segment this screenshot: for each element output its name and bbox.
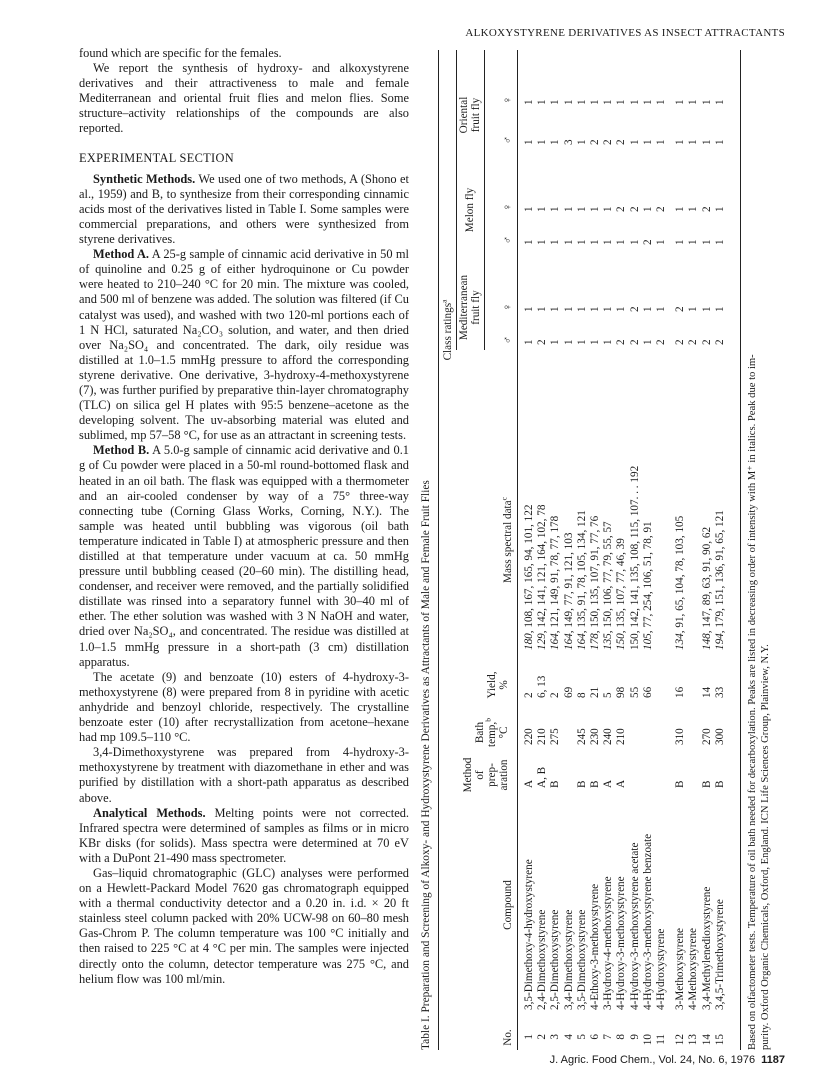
- header-med: Mediterranean fruit fly: [458, 274, 482, 341]
- paragraph-intro: We report the synthesis of hydroxy- and alkoxystyrene derivatives and their attractiveness to male and female Mediterranean and oriental fruit flies and melon flies. Some structure–activity relationships of the compounds are also reported.: [79, 61, 409, 136]
- row-melon-male: 1: [523, 239, 535, 245]
- table-rule-species: [484, 50, 485, 350]
- row-yield: 21: [589, 686, 601, 698]
- header-yield: Yield, %: [486, 671, 510, 699]
- row-melon-female: 1: [523, 206, 535, 212]
- mass-molecular-ion: 150: [615, 633, 628, 650]
- row-med-male: 2: [655, 339, 667, 345]
- row-oriental-female: 1: [655, 99, 667, 105]
- mass-molecular-ion: 135: [602, 633, 615, 650]
- mass-molecular-ion: 105: [641, 633, 654, 650]
- row-oriental-female: 1: [615, 99, 628, 105]
- row-compound: 3,5-Dimethoxystyrene: [575, 909, 588, 1010]
- row-oriental-male: 2: [589, 139, 601, 145]
- synthetic-text: We used one of two methods, A (Shono et al., 1959) and B, to synthesize from their corresponding cinnamic acids most of the derivatives listed in Table I. Some samples were commercial preparations, and others were synthesized from styrene derivatives.: [79, 171, 409, 247]
- row-mass-spectral: [642, 521, 654, 650]
- mass-peaks: , 91, 65, 104, 78, 103, 105: [674, 515, 687, 634]
- row-oriental-female: 1: [674, 99, 687, 105]
- row-melon-male: 2: [641, 239, 654, 245]
- paragraph-continuation: found which are specific for the females.: [79, 46, 282, 60]
- row-mass-spectral: [589, 516, 601, 650]
- mass-molecular-ion: 194: [713, 633, 726, 650]
- row-number: 13: [687, 1034, 700, 1046]
- row-number: 6: [589, 1034, 601, 1040]
- row-method: B: [700, 780, 713, 788]
- row-med-male: 1: [589, 339, 601, 345]
- mass-molecular-ion: 164: [562, 633, 575, 650]
- mass-molecular-ion: 134: [674, 633, 687, 650]
- row-melon-female: 1: [687, 206, 700, 212]
- row-yield: 55: [628, 686, 641, 698]
- row-mass-spectral: [629, 466, 641, 650]
- row-melon-female: 1: [562, 206, 575, 212]
- mass-peaks: , 179, 151, 136, 91, 65, 121: [713, 510, 726, 634]
- row-yield: 5: [602, 692, 615, 698]
- row-yield: 2: [549, 692, 562, 698]
- row-bath-temp: 310: [674, 728, 687, 745]
- row-yield: 14: [700, 686, 713, 698]
- row-med-female: 1: [713, 306, 726, 312]
- row-method: A: [523, 779, 535, 788]
- page-number: 1187: [761, 1054, 785, 1066]
- row-med-male: 2: [615, 339, 628, 345]
- row-oriental-female: 1: [562, 99, 575, 105]
- row-compound: 3,5-Dimethoxy-4-hydroxystyrene: [523, 859, 535, 1010]
- row-melon-female: 1: [575, 206, 588, 212]
- paragraph-method-b: [79, 443, 409, 669]
- row-mass-spectral: [523, 505, 535, 650]
- row-melon-male: 1: [562, 239, 575, 245]
- header-method: Method of prep- aration: [462, 757, 510, 793]
- table-notes: [746, 50, 772, 1050]
- row-mass-spectral: [615, 538, 627, 650]
- row-yield: 98: [615, 686, 628, 698]
- row-melon-female: 1: [602, 206, 615, 212]
- row-melon-male: 1: [674, 239, 687, 245]
- row-bath-temp: 245: [575, 728, 588, 745]
- table-rule-top: [438, 50, 439, 1050]
- row-med-male: 1: [602, 339, 615, 345]
- header-ori-female: ♀: [502, 95, 514, 105]
- method-a-text: A 25-g sample of cinnamic acid derivative in 50 ml of quinoline and 0.25 g of either hydroquinone or Cu powder were heated to 210–240 °C for 20 min. The mixture was cooled, and 500 ml of benzene was added. The solution was filtered (if Cu catalyst was used), and washed with two 120-ml portions each of 1 N HCl, saturated Na₂CO₃ solution, and water, and then dried over Na₂SO₄ and concentrated. The dark, oily residue was distilled at 1.0–1.5 mmHg pressure to afford the corresponding styrene derivative. One derivative, 3-hydroxy-4-methoxystyrene (7), was further purified by preparative thin-layer chromatography (TLC) on silica gel H plates with 95:5 benzene–acetone as the developing solvent. The uv-absorbing material was eluted and sublimed, mp 57–58 °C, for use as an attractant in screening tests.: [79, 247, 409, 443]
- mass-molecular-ion: 148: [700, 633, 713, 650]
- table-caption: Table I. Preparation and Screening of Alkoxy- and Hydroxystyrene Derivatives as Attractants of Male and Female Fruit Flies: [420, 480, 432, 1050]
- row-oriental-female: 1: [575, 99, 588, 105]
- row-method: B: [589, 780, 601, 788]
- row-oriental-male: 1: [549, 139, 562, 145]
- row-bath-temp: 210: [615, 728, 628, 745]
- mass-peaks: , 150, 135, 107, 91, 77, 76: [589, 515, 601, 634]
- row-melon-female: 2: [655, 206, 667, 212]
- row-compound: 3,4,5-Trimethoxystyrene: [713, 899, 726, 1010]
- table-rule-bottom: [740, 50, 741, 1050]
- paragraph-esters: The acetate (9) and benzoate (10) esters of 4-hydroxy-3-methoxystyrene (8) were prepared from 8 in pyridine with acetic anhydride and benzoyl chloride, respectively. The crystalline benzoate ester (10) after recrystallization from acetone–hexane had mp 109.5–110 °C.: [79, 669, 409, 745]
- body-column: [79, 46, 409, 987]
- row-melon-female: 2: [615, 206, 628, 212]
- row-melon-female: 1: [674, 206, 687, 212]
- row-med-female: 1: [687, 306, 700, 312]
- page-footer: [550, 1054, 785, 1066]
- mass-peaks: , 77, 254, 106, 51, 78, 91: [641, 521, 654, 634]
- mass-molecular-ion: 129: [536, 633, 549, 650]
- row-yield: 33: [713, 686, 726, 698]
- row-oriental-female: 1: [700, 99, 713, 105]
- row-oriental-female: 1: [628, 99, 641, 105]
- row-compound: 3-Hydroxy-4-methoxystyrene: [602, 876, 615, 1010]
- row-med-female: 1: [700, 306, 713, 312]
- row-bath-temp: 300: [713, 728, 726, 745]
- row-yield: 66: [641, 686, 654, 698]
- row-oriental-female: 1: [602, 99, 615, 105]
- row-yield: 16: [674, 686, 687, 698]
- header-class-ratings: Class ratings$^a$: [439, 299, 454, 361]
- row-melon-female: 2: [628, 206, 641, 212]
- row-med-female: 1: [589, 306, 601, 312]
- row-med-male: 1: [549, 339, 562, 345]
- table-rotated: [420, 38, 790, 1050]
- row-number: 10: [641, 1034, 654, 1046]
- header-melon-female: ♀: [502, 202, 514, 212]
- row-oriental-male: 1: [674, 139, 687, 145]
- row-oriental-male: 1: [536, 139, 549, 145]
- runin-method-a: Method A.: [93, 247, 150, 262]
- row-mass-spectral: [576, 510, 588, 650]
- mass-peaks: , 121, 149, 91, 78, 77, 178: [549, 515, 562, 634]
- mass-peaks: , 150, 106, 77, 79, 55, 57: [602, 521, 615, 634]
- row-med-male: 2: [713, 339, 726, 345]
- header-melon: Melon fly: [464, 187, 476, 233]
- mass-peaks: , 135, 91, 78, 105, 134, 121: [575, 510, 588, 634]
- row-method: A, B: [536, 766, 549, 788]
- header-bath: Bath temp,$^b$ °C: [474, 718, 510, 747]
- row-melon-female: 1: [549, 206, 562, 212]
- row-number: 11: [655, 1034, 667, 1045]
- row-med-female: 1: [536, 306, 549, 312]
- row-melon-male: 1: [615, 239, 628, 245]
- paragraph-dimethoxy: 3,4-Dimethoxystyrene was prepared from 4-hydroxy-3-methoxystyrene by treatment with diazomethane in ether and was purified by distillation with a short-path apparatus as described above.: [79, 745, 409, 805]
- mass-peaks: , 142, 141, 121, 164, 102, 78: [536, 504, 549, 634]
- row-oriental-female: 1: [549, 99, 562, 105]
- row-oriental-male: 1: [523, 139, 535, 145]
- row-med-female: 1: [549, 306, 562, 312]
- row-med-male: 2: [628, 339, 641, 345]
- row-med-male: 1: [562, 339, 575, 345]
- row-med-male: 1: [641, 339, 654, 345]
- row-number: 4: [562, 1034, 575, 1040]
- row-melon-male: 1: [602, 239, 615, 245]
- section-heading: EXPERIMENTAL SECTION: [79, 150, 234, 165]
- row-med-female: 1: [655, 306, 667, 312]
- row-oriental-male: 1: [713, 139, 726, 145]
- row-melon-male: 1: [713, 239, 726, 245]
- row-oriental-male: 1: [628, 139, 641, 145]
- row-oriental-male: 3: [562, 139, 575, 145]
- row-oriental-male: 2: [602, 139, 615, 145]
- row-melon-male: 1: [589, 239, 601, 245]
- runin-analytical: Analytical Methods.: [93, 805, 206, 820]
- header-ori-male: ♂: [502, 135, 514, 145]
- row-med-male: 2: [536, 339, 549, 345]
- row-med-female: 1: [641, 306, 654, 312]
- mass-peaks: , 135, 107, 77, 46, 39: [615, 538, 628, 634]
- row-med-male: 1: [523, 339, 535, 345]
- row-mass-spectral: [714, 510, 726, 650]
- row-oriental-male: 1: [687, 139, 700, 145]
- footer-citation: J. Agric. Food Chem., Vol. 24, No. 6, 1976: [549, 1054, 756, 1066]
- mass-molecular-ion: 164: [575, 633, 588, 650]
- row-yield: 69: [562, 686, 575, 698]
- method-b-text: A 5.0-g sample of cinnamic acid derivative and 0.1 g of Cu powder were placed in a 50-ml round-bottomed flask and heated in an oil bath. The flask was equipped with a thermometer and an air-cooled condenser by way of a 75° three-way connecting tube (Corning Glass Works, Corning, N.Y.). The sample was heated until bubbling was vigorous (oil bath temperature indicated in Table I) at atmospheric pressure and then distilled at that temperature under vacuum at ca. 50 mmHg pressure until bubbling ceased (20–60 min). The distilling head, condenser, and receiver were removed, and the partially solidified distillate was rinsed into a separatory funnel with 30–40 ml of ether. The ether solution was washed with 3 N NaOH and water, dried over Na₂SO₄, and concentrated. The residue was distilled at 1.0–1.5 mmHg pressure in a short-path (3 cm) distillation apparatus.: [79, 443, 409, 669]
- row-oriental-female: 1: [536, 99, 549, 105]
- row-compound: 4-Hydroxy-3-methoxystyrene benzoate: [641, 833, 654, 1010]
- mass-peaks: , 108, 167, 165, 94, 101, 122: [523, 504, 535, 634]
- row-compound: 4-Hydroxy-3-methoxystyrene acetate: [628, 842, 641, 1010]
- runin-method-b: Method B.: [93, 443, 150, 458]
- mass-molecular-ion: 178: [589, 633, 601, 650]
- row-oriental-female: 1: [713, 99, 726, 105]
- notes-line-2: purity. Oxford Organic Chemicals, Oxford, England. ICN Life Sciences Group, Plainview, N.Y.: [760, 644, 771, 1050]
- row-bath-temp: 230: [589, 728, 601, 745]
- header-mass: Mass spectral data$^c$: [499, 497, 514, 583]
- row-number: 8: [615, 1034, 628, 1040]
- row-number: 15: [713, 1034, 726, 1046]
- row-compound: 4-Ethoxy-3-methoxystyrene: [589, 883, 601, 1010]
- header-med-female: ♀: [502, 302, 514, 312]
- mass-peaks: , 149, 77, 91, 121, 103: [562, 532, 575, 634]
- row-oriental-male: 1: [700, 139, 713, 145]
- row-mass-spectral: [602, 521, 614, 650]
- row-number: 9: [628, 1034, 641, 1040]
- paragraph-glc: Gas–liquid chromatographic (GLC) analyses were performed on a Hewlett-Packard Model 7620 gas chromatograph equipped with a thermal conductivity detector and a 0.20 in. i.d. × 20 ft stainless steel column packed with 20% UCW-98 on 60–80 mesh Gas-Chrom P. The column temperature was 100 °C initially and then raised to 225 °C at 4 °C per min. The samples were injected directly onto the column, detector temperature was 275 °C, and helium flow was 100 ml/min.: [79, 865, 409, 986]
- row-melon-female: 2: [700, 206, 713, 212]
- row-number: 5: [575, 1034, 588, 1040]
- row-med-female: 1: [615, 306, 628, 312]
- row-med-female: 2: [674, 306, 687, 312]
- row-med-female: 1: [562, 306, 575, 312]
- row-number: 2: [536, 1034, 549, 1040]
- row-method: B: [575, 780, 588, 788]
- row-bath-temp: 270: [700, 728, 713, 745]
- row-oriental-female: 1: [687, 99, 700, 105]
- row-method: A: [602, 779, 615, 788]
- row-med-female: 1: [523, 306, 535, 312]
- row-melon-male: 1: [536, 239, 549, 245]
- header-oriental: Oriental fruit fly: [458, 96, 482, 134]
- row-melon-male: 1: [549, 239, 562, 245]
- row-melon-female: 1: [713, 206, 726, 212]
- row-method: A: [615, 779, 628, 788]
- row-bath-temp: 240: [602, 728, 615, 745]
- row-melon-female: 1: [641, 206, 654, 212]
- row-yield: 6, 13: [536, 675, 549, 698]
- paragraph-analytical: [79, 806, 409, 866]
- row-melon-female: 1: [589, 206, 601, 212]
- row-melon-male: 1: [575, 239, 588, 245]
- row-mass-spectral: [563, 533, 575, 650]
- running-head: ALKOXYSTYRENE DERIVATIVES AS INSECT ATTRACTANTS: [465, 27, 785, 39]
- row-oriental-male: 1: [655, 139, 667, 145]
- row-compound: 2,4-Dimethoxystyrene: [536, 909, 549, 1010]
- row-oriental-female: 1: [523, 99, 535, 105]
- row-med-female: 1: [575, 306, 588, 312]
- row-compound: 4-Hydroxy-3-methoxystyrene: [615, 876, 628, 1010]
- row-number: 14: [700, 1034, 713, 1046]
- row-compound: 4-Hydroxystyrene: [655, 928, 667, 1010]
- header-melon-male: ♂: [502, 235, 514, 245]
- mass-molecular-ion: 180: [523, 633, 535, 650]
- row-mass-spectral: [549, 516, 561, 650]
- row-method: B: [674, 780, 687, 788]
- row-melon-male: 1: [628, 239, 641, 245]
- row-oriental-female: 1: [589, 99, 601, 105]
- row-melon-female: 1: [536, 206, 549, 212]
- row-compound: 2,5-Dimethoxystyrene: [549, 909, 562, 1010]
- mass-peaks: 150, 142, 141, 135, 108, 115, 107. . . 192: [628, 465, 641, 650]
- paragraph-synthetic-methods: [79, 172, 409, 247]
- row-method: B: [713, 780, 726, 788]
- row-med-female: 1: [602, 306, 615, 312]
- row-bath-temp: 210: [536, 728, 549, 745]
- row-number: 1: [523, 1034, 535, 1040]
- row-med-male: 2: [687, 339, 700, 345]
- row-method: B: [549, 780, 562, 788]
- row-med-male: 1: [575, 339, 588, 345]
- paragraph-method-a: [79, 247, 409, 443]
- table-rule-class: [456, 50, 457, 350]
- row-bath-temp: 275: [549, 728, 562, 745]
- row-yield: 2: [523, 692, 535, 698]
- row-melon-male: 1: [655, 239, 667, 245]
- table-rule-header: [517, 50, 518, 1050]
- header-compound: Compound: [502, 880, 514, 930]
- row-compound: 3-Methoxystyrene: [674, 927, 687, 1010]
- row-med-male: 2: [674, 339, 687, 345]
- header-med-male: ♂: [502, 335, 514, 345]
- row-number: 3: [549, 1034, 562, 1040]
- row-mass-spectral: [701, 527, 713, 650]
- row-number: 7: [602, 1034, 615, 1040]
- row-number: 12: [674, 1034, 687, 1046]
- row-mass-spectral: [674, 516, 686, 650]
- row-bath-temp: 220: [523, 728, 535, 745]
- row-melon-male: 1: [687, 239, 700, 245]
- analytical-text: Melting points were not corrected. Infrared spectra were determined of samples as films or in micro KBr disks (for solids). Mass spectra were determined at 70 eV with a DuPont 21-490 mass spectrometer.: [79, 805, 409, 865]
- row-melon-male: 1: [700, 239, 713, 245]
- row-oriental-male: 1: [641, 139, 654, 145]
- row-oriental-male: 2: [615, 139, 628, 145]
- row-compound: 3,4-Dimethoxystyrene: [562, 909, 575, 1010]
- row-yield: 8: [575, 692, 588, 698]
- mass-peaks: , 147, 89, 63, 91, 90, 62: [700, 526, 713, 634]
- row-compound: 3,4-Methylenedioxystyrene: [700, 886, 713, 1010]
- row-med-female: 2: [628, 306, 641, 312]
- runin-synthetic: Synthetic Methods.: [93, 171, 196, 186]
- row-oriental-female: 1: [641, 99, 654, 105]
- mass-molecular-ion: 164: [549, 633, 562, 650]
- row-oriental-male: 1: [575, 139, 588, 145]
- row-compound: 4-Methoxystyrene: [687, 927, 700, 1010]
- notes-line-1: Based on olfactometer tests. Temperature of oil bath needed for decarboxylation. Peaks are listed in decreasing order of intensity with M⁺ in italics. Peak due to im-: [747, 354, 758, 1050]
- header-no: No.: [502, 1029, 514, 1046]
- row-mass-spectral: [536, 505, 548, 650]
- row-med-male: 2: [700, 339, 713, 345]
